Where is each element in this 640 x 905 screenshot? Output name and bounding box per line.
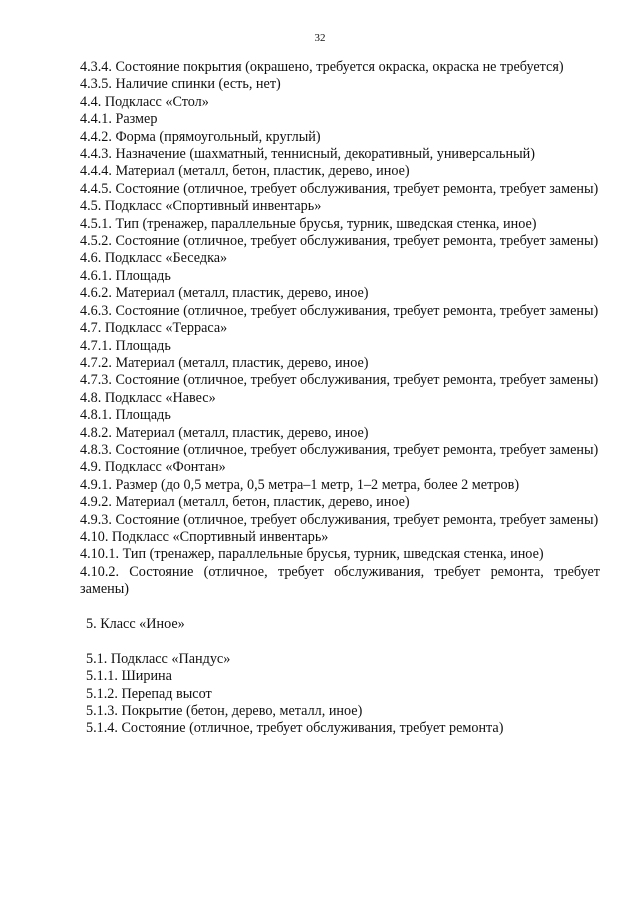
subclass-naves: 4.8. Подкласс «Навес» [80, 389, 216, 406]
item-4-6-3: 4.6.3. Состояние (отличное, требует обслуживания, требует ремонта, требует замены) [80, 302, 599, 319]
subclass-sport-inventory: 4.5. Подкласс «Спортивный инвентарь» [80, 198, 322, 215]
item-4-7-2: 4.7.2. Материал (металл, пластик, дерево, иное) [80, 354, 369, 371]
item-4-8-3: 4.8.3. Состояние (отличное, требует обслуживания, требует ремонта, требует замены) [80, 441, 599, 458]
item-4-5-2: 4.5.2. Состояние (отличное, требует обслуживания, требует ремонта, требует замены) [80, 233, 599, 250]
item-4-4-5: 4.4.5. Состояние (отличное, требует обслуживания, требует ремонта, требует замены) [80, 180, 599, 197]
item-4-8-2: 4.8.2. Материал (металл, пластик, дерево, иное) [80, 424, 369, 441]
subclass-stol: 4.4. Подкласс «Стол» [80, 93, 209, 110]
item-4-5-1: 4.5.1. Тип (тренажер, параллельные брусья, турник, шведская стенка, иное) [80, 215, 537, 232]
item-4-3-4: 4.3.4. Состояние покрытия (окрашено, требуется окраска, окраска не требуется) [80, 59, 564, 75]
item-4-9-1: 4.9.1. Размер (до 0,5 метра, 0,5 метра–1 метр, 1–2 метра, более 2 метров) [80, 476, 520, 493]
subclass-besedka: 4.6. Подкласс «Беседка» [80, 250, 228, 267]
item-4-7-3: 4.7.3. Состояние (отличное, требует обслуживания, требует ремонта, требует замены) [80, 372, 599, 389]
item-4-4-4: 4.4.4. Материал (металл, бетон, пластик, дерево, иное) [80, 163, 410, 180]
item-5-1-3: 5.1.3. Покрытие (бетон, дерево, металл, иное) [86, 703, 363, 719]
item-5-1-2: 5.1.2. Перепад высот [86, 685, 212, 702]
item-4-9-2: 4.9.2. Материал (металл, бетон, пластик, дерево, иное) [80, 494, 410, 511]
item-4-4-1: 4.4.1. Размер [80, 111, 158, 128]
class-inoe: 5. Класс «Иное» [86, 615, 185, 632]
subclass-terrasa: 4.7. Подкласс «Терраса» [80, 320, 228, 337]
item-5-1-1: 5.1.1. Ширина [86, 668, 172, 685]
item-4-10-1: 4.10.1. Тип (тренажер, параллельные брусья, турник, шведская стенка, иное) [80, 546, 544, 563]
section-gap [80, 599, 600, 616]
item-4-6-2: 4.6.2. Материал (металл, пластик, дерево, иное) [80, 285, 369, 302]
item-4-8-1: 4.8.1. Площадь [80, 407, 171, 424]
item-4-3-5: 4.3.5. Наличие спинки (есть, нет) [80, 76, 281, 93]
item-5-1-4: 5.1.4. Состояние (отличное, требует обслуживания, требует ремонта) [86, 720, 504, 737]
subclass-fontan: 4.9. Подкласс «Фонтан» [80, 459, 226, 476]
item-4-6-1: 4.6.1. Площадь [80, 267, 171, 284]
section-gap [80, 633, 600, 650]
page-number: 32 [314, 32, 326, 44]
document-body [80, 59, 600, 738]
item-4-4-2: 4.4.2. Форма (прямоугольный, круглый) [80, 128, 321, 145]
subclass-sport-inventory-2: 4.10. Подкласс «Спортивный инвентарь» [80, 528, 329, 545]
item-4-10-2: 4.10.2. Состояние (отличное, требует обслуживания, требует ремонта, требует замены) [80, 563, 600, 598]
subclass-pandus: 5.1. Подкласс «Пандус» [86, 650, 231, 667]
item-4-9-3: 4.9.3. Состояние (отличное, требует обслуживания, требует ремонта, требует замены) [80, 511, 599, 528]
item-4-4-3: 4.4.3. Назначение (шахматный, теннисный, декоративный, универсальный) [80, 146, 535, 163]
item-4-7-1: 4.7.1. Площадь [80, 337, 171, 354]
